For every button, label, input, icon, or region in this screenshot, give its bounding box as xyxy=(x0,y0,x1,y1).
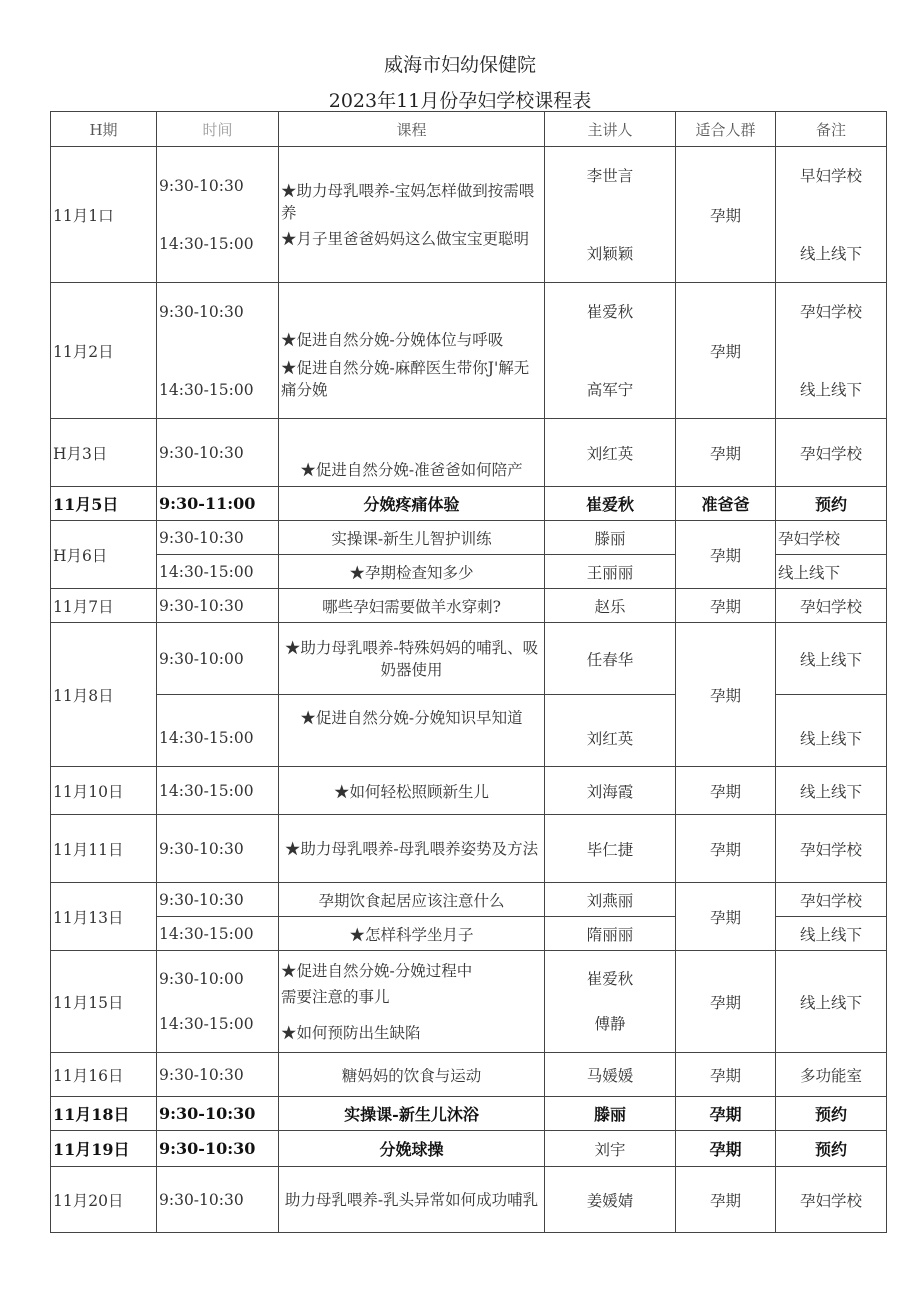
row-date: 11月5日 xyxy=(51,487,157,521)
row-course: 分娩球操 xyxy=(279,1131,545,1167)
row-audience: 孕期 xyxy=(676,1131,776,1167)
row-time: 9:30-11:00 xyxy=(157,487,279,521)
row-speaker xyxy=(545,283,676,419)
table-row xyxy=(51,1097,887,1131)
row-course: 哪些孕妇需要做羊水穿刺? xyxy=(279,589,545,623)
row-note: 多功能室 xyxy=(776,1053,887,1097)
table-row xyxy=(51,883,887,917)
row-date: H月6日 xyxy=(51,521,157,589)
row-note: 孕妇学校 xyxy=(776,883,887,917)
row-date: 11月20日 xyxy=(51,1167,157,1233)
row-time: 9:30-10:30 xyxy=(157,1097,279,1131)
row-speaker: 王丽丽 xyxy=(545,555,676,589)
row-date: 11月7日 xyxy=(51,589,157,623)
speaker-name: 崔爱秋 xyxy=(586,302,634,321)
row-speaker: 滕丽 xyxy=(545,521,676,555)
row-note: 孕妇学校 xyxy=(776,419,887,487)
table-row xyxy=(51,521,887,555)
table-row xyxy=(51,147,887,283)
row-speaker: 刘燕丽 xyxy=(545,883,676,917)
row-speaker: 姜媛婧 xyxy=(545,1167,676,1233)
row-course: ★助力母乳喂养-母乳喂养姿势及方法 xyxy=(279,815,545,883)
row-time: 14:30-15:00 xyxy=(157,555,279,589)
row-speaker: 隋丽丽 xyxy=(545,917,676,951)
header-course: 课程 xyxy=(279,112,545,147)
row-audience: 孕期 xyxy=(676,521,776,589)
row-time: 14:30-15:00 xyxy=(157,767,279,815)
row-note: 预约 xyxy=(776,1097,887,1131)
row-note: 孕妇学校 xyxy=(776,521,887,555)
time-slot: 14:30-15:00 xyxy=(159,1015,254,1033)
course-item: ★月子里爸爸妈妈这么做宝宝更聪明 xyxy=(281,229,530,248)
table-row xyxy=(51,1131,887,1167)
note-item: 线上线下 xyxy=(799,244,862,263)
row-note: 孕妇学校 xyxy=(776,589,887,623)
row-time: 9:30-10:30 xyxy=(157,1131,279,1167)
row-audience: 孕期 xyxy=(676,883,776,951)
row-date: H月3日 xyxy=(51,419,157,487)
row-audience: 孕期 xyxy=(676,767,776,815)
table-header-row xyxy=(51,112,887,147)
row-note: 线上线下 xyxy=(776,951,887,1053)
time-slot: 9:30-10:30 xyxy=(159,302,244,321)
row-date: 11月13日 xyxy=(51,883,157,951)
row-time: 9:30-10:30 xyxy=(157,521,279,555)
row-time xyxy=(157,951,279,1053)
time-slot: 9:30-10:30 xyxy=(159,176,244,195)
row-course: 糖妈妈的饮食与运动 xyxy=(279,1053,545,1097)
row-audience: 孕期 xyxy=(676,815,776,883)
row-note: 线上线下 xyxy=(776,623,887,695)
row-note: 线上线下 xyxy=(776,767,887,815)
course-item: ★促进自然分娩-分娩知识早知道 xyxy=(300,708,523,727)
row-date: 11月2日 xyxy=(51,283,157,419)
row-time: 9:30-10:30 xyxy=(157,1053,279,1097)
note-item: 早妇学校 xyxy=(799,166,862,185)
row-note xyxy=(776,147,887,283)
row-audience: 孕期 xyxy=(676,951,776,1053)
row-date: 11月19日 xyxy=(51,1131,157,1167)
row-course xyxy=(279,951,545,1053)
course-item: ★促进自然分娩-分娩体位与呼吸 xyxy=(281,330,504,349)
row-time: 9:30-10:30 xyxy=(157,883,279,917)
row-note: 线上线下 xyxy=(776,555,887,589)
note-item: 孕妇学校 xyxy=(799,302,862,321)
time-slot: 14:30-15:00 xyxy=(159,234,254,253)
row-time xyxy=(157,283,279,419)
table-row xyxy=(51,1053,887,1097)
table-row xyxy=(51,589,887,623)
row-course: ★助力母乳喂养-特殊妈妈的哺乳、吸奶器使用 xyxy=(279,623,545,695)
row-date: 11月15日 xyxy=(51,951,157,1053)
row-speaker: 刘宇 xyxy=(545,1131,676,1167)
schedule-table xyxy=(50,111,887,1233)
time-slot: 14:30-15:00 xyxy=(159,728,254,747)
row-speaker xyxy=(545,147,676,283)
row-note: 孕妇学校 xyxy=(776,1167,887,1233)
document-subtitle: 2023年11月份孕妇学校课程表 xyxy=(328,90,592,112)
row-speaker: 任春华 xyxy=(545,623,676,695)
course-item: ★助力母乳喂养-宝妈怎样做到按需喂养 xyxy=(281,181,535,222)
speaker-name: 刘红英 xyxy=(586,729,634,748)
row-speaker: 刘红英 xyxy=(545,419,676,487)
row-date: 11月10日 xyxy=(51,767,157,815)
course-item: ★促进自然分娩-麻醉医生带你J'解无痛分娩 xyxy=(281,358,530,399)
row-note: 预约 xyxy=(776,1131,887,1167)
row-audience: 准爸爸 xyxy=(676,487,776,521)
row-speaker: 赵乐 xyxy=(545,589,676,623)
row-date: 11月1口 xyxy=(51,147,157,283)
row-time: 9:30-10:30 xyxy=(157,589,279,623)
row-note: 线上线下 xyxy=(776,917,887,951)
row-speaker: 滕丽 xyxy=(545,1097,676,1131)
row-course xyxy=(279,695,545,767)
row-audience: 孕期 xyxy=(676,589,776,623)
header-date: H期 xyxy=(51,112,157,147)
row-audience: 孕期 xyxy=(676,147,776,283)
time-slot: 9:30-10:00 xyxy=(159,970,244,988)
row-time xyxy=(157,147,279,283)
header-note: 备注 xyxy=(776,112,887,147)
header-time: 时间 xyxy=(157,112,279,147)
note-item: 线上线下 xyxy=(799,729,862,748)
table-row xyxy=(51,623,887,695)
row-speaker xyxy=(545,695,676,767)
row-time xyxy=(157,695,279,767)
table-row xyxy=(51,419,887,487)
row-course xyxy=(279,419,545,487)
row-audience: 孕期 xyxy=(676,623,776,767)
row-time: 9:30-10:30 xyxy=(157,1167,279,1233)
row-course xyxy=(279,147,545,283)
table-row xyxy=(51,951,887,1053)
row-speaker: 崔爱秋 xyxy=(545,487,676,521)
row-time: 14:30-15:00 xyxy=(157,917,279,951)
row-course: ★孕期检查知多少 xyxy=(279,555,545,589)
row-course: 分娩疼痛体验 xyxy=(279,487,545,521)
row-audience: 孕期 xyxy=(676,1097,776,1131)
row-note: 预约 xyxy=(776,487,887,521)
row-time: 9:30-10:30 xyxy=(157,419,279,487)
row-course: 实操课-新生儿智护训练 xyxy=(279,521,545,555)
row-speaker: 刘海霞 xyxy=(545,767,676,815)
time-slot: 14:30-15:00 xyxy=(159,380,254,399)
speaker-name: 李世言 xyxy=(586,166,634,185)
row-audience: 孕期 xyxy=(676,1053,776,1097)
course-item: ★促进自然分娩-准爸爸如何陪产 xyxy=(300,460,523,479)
header-speaker: 主讲人 xyxy=(545,112,676,147)
row-speaker xyxy=(545,951,676,1053)
row-note xyxy=(776,283,887,419)
row-date: 11月8日 xyxy=(51,623,157,767)
course-item: ★促进自然分娩-分娩过程中 xyxy=(281,961,473,980)
speaker-name: 傅静 xyxy=(594,1015,626,1033)
row-note: 孕妇学校 xyxy=(776,815,887,883)
row-speaker: 马媛媛 xyxy=(545,1053,676,1097)
row-course: 孕期饮食起居应该注意什么 xyxy=(279,883,545,917)
row-course: ★怎样科学坐月子 xyxy=(279,917,545,951)
row-note xyxy=(776,695,887,767)
row-time: 9:30-10:00 xyxy=(157,623,279,695)
row-audience: 孕期 xyxy=(676,283,776,419)
table-row xyxy=(51,283,887,419)
speaker-name: 刘颖颖 xyxy=(586,244,634,263)
note-item: 线上线下 xyxy=(799,380,862,399)
row-course: 实操课-新生儿沐浴 xyxy=(279,1097,545,1131)
speaker-name: 高军宁 xyxy=(586,380,634,399)
row-course xyxy=(279,283,545,419)
row-audience: 孕期 xyxy=(676,419,776,487)
row-time: 9:30-10:30 xyxy=(157,815,279,883)
row-date: 11月18日 xyxy=(51,1097,157,1131)
course-item: ★如何预防出生缺陷 xyxy=(281,1023,421,1042)
row-course: 助力母乳喂养-乳头异常如何成功哺乳 xyxy=(279,1167,545,1233)
header-audience: 适合人群 xyxy=(676,112,776,147)
speaker-name: 崔爱秋 xyxy=(586,970,634,988)
row-date: 11月11日 xyxy=(51,815,157,883)
row-course: ★如何轻松照顾新生儿 xyxy=(279,767,545,815)
row-audience: 孕期 xyxy=(676,1167,776,1233)
row-speaker: 毕仁捷 xyxy=(545,815,676,883)
course-item: 需要注意的事儿 xyxy=(281,987,390,1006)
table-row xyxy=(51,487,887,521)
row-date: 11月16日 xyxy=(51,1053,157,1097)
table-row xyxy=(51,1167,887,1233)
document-title: 威海市妇幼保健院 xyxy=(383,54,536,76)
table-row xyxy=(51,815,887,883)
table-row xyxy=(51,767,887,815)
